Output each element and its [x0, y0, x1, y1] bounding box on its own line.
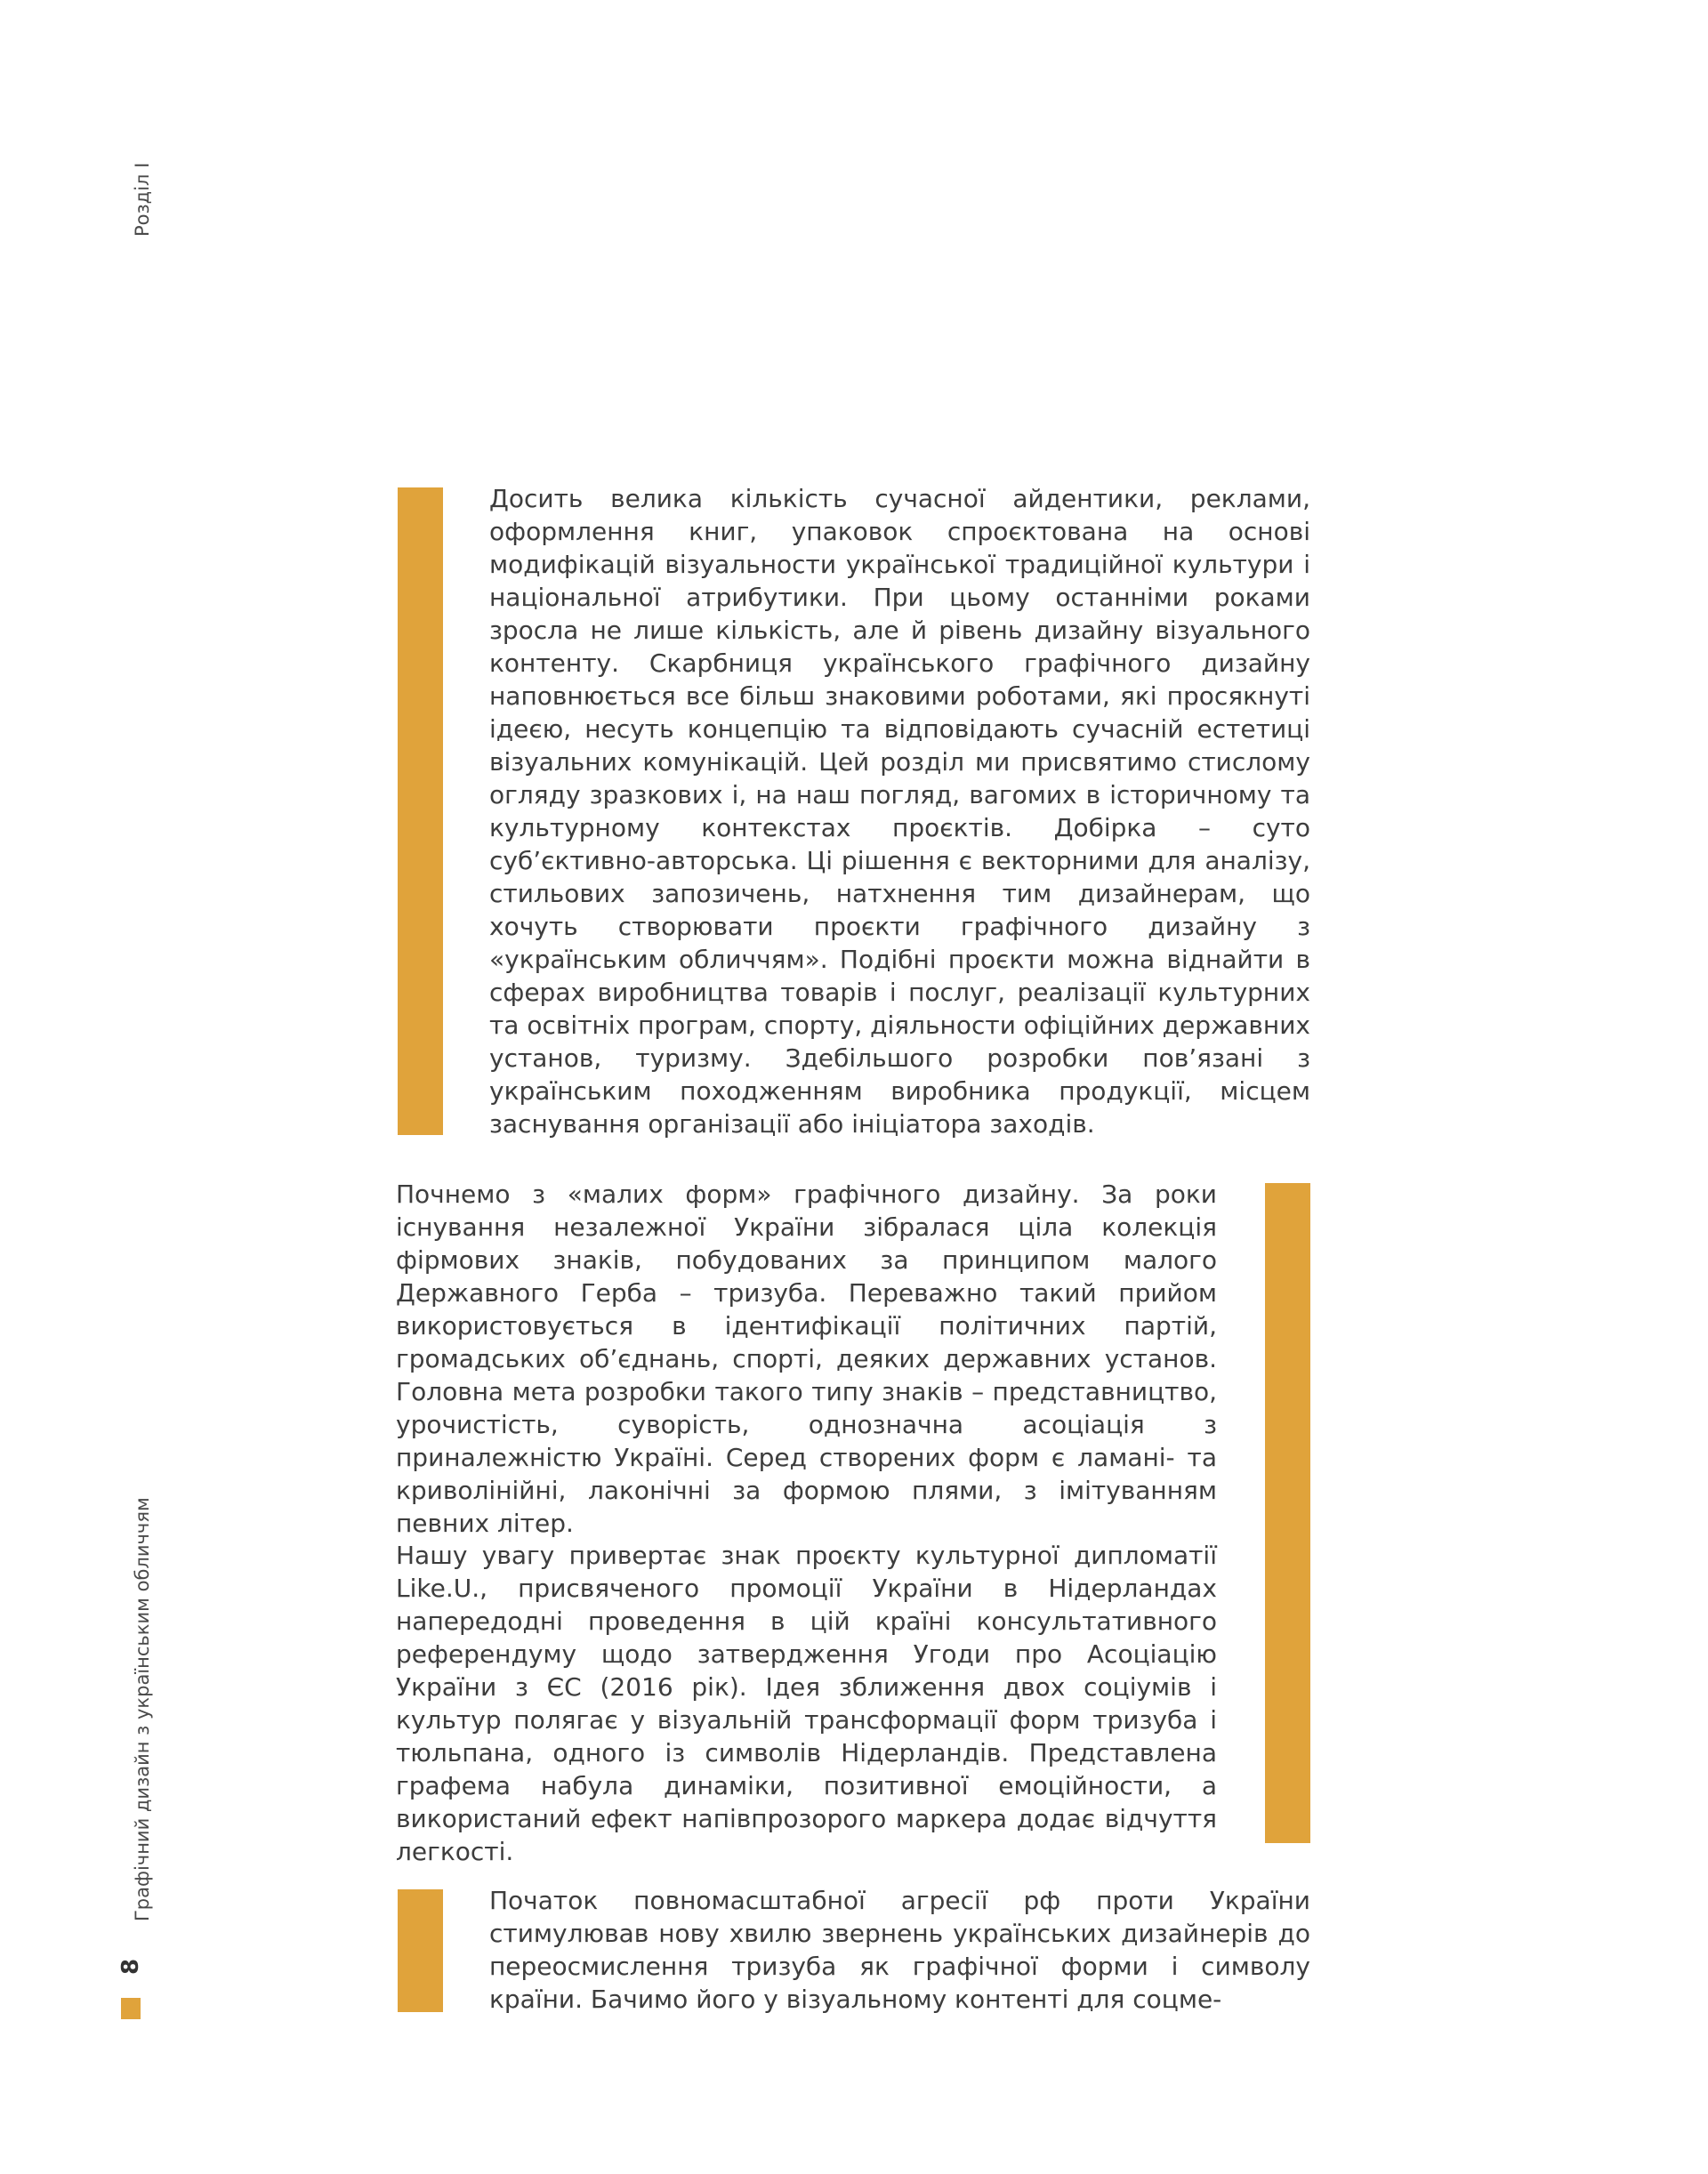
book-title: Графічний дизайн з українським обличчям — [132, 1497, 153, 1921]
paragraph-aggression: Початок повномасштабної агресії рф проти України стимулював нову хвилю звернень українських дизайнерів до переосмислення тризуба як графічної форми і символу країни. Бачимо його у візуальному контенті для соцме- — [489, 1886, 1310, 2014]
page-number: 8 — [117, 1958, 144, 1975]
page-marker — [121, 1998, 141, 2019]
accent-bar-left-top — [398, 487, 443, 1135]
paragraph-small-forms: Почнемо з «малих форм» графічного дизайну. За роки існування незалежної України зібралася ціла колекція фірмових знаків, побудованих за принципом малого Державного Герба – тризуба. Переважно такий прийом використовується в ідентифікації політичних партій, громадських об’єднань, спорті, деяких державних установ. Головна мета розробки такого типу знаків – представництво, урочистість, суворість, однозначна асоціація з приналежністю Україні. Серед створених форм є ламані- та криволінійні, лаконічні за формою плями, з імітуванням певних літер. — [396, 1180, 1217, 1538]
accent-bar-left-bottom — [398, 1889, 443, 2012]
section-label: Розділ I — [132, 162, 153, 237]
accent-bar-right — [1265, 1183, 1310, 1843]
paragraph-intro: Досить велика кількість сучасної айдентики, реклами, оформлення книг, упаковок спроєктована на основі модифікацій візуальности української традиційної культури і національної атрибутики. При цьому останніми роками зросла не лише кількість, але й рівень дизайну візуального контенту. Скарбниця українського графічного дизайну наповнюється все більш знаковими роботами, які просякнуті ідеєю, несуть концепцію та відповідають сучасній естетиці візуальних комунікацій. Цей розділ ми присвятимо стислому огляду зразкових і, на наш погляд, вагомих в історичному та культурному контекстах проєктів. Добірка – суто суб’єктивно-авторська. Ці рішення є векторними для аналізу, стильових запозичень, натхнення тим дизайнерам, що хочуть створювати проєкти графічного дизайну з «українським обличчям». Подібні проєкти можна віднайти в сферах виробництва товарів і послуг, реалізації культурних та освітніх програм, спорту, діяльности офіційних державних установ, туризму. Здебільшого розробки пов’язані з українським походженням виробника продукції, місцем заснування організації або ініціатора заходів. — [489, 484, 1310, 1139]
paragraph-like-u: Нашу увагу привертає знак проєкту культурної дипломатії Like.U., присвяченого промоції України в Нідерландах напередодні проведення в цій країні консультативного референдуму щодо затвердження Угоди про Асоціацію України з ЄС (2016 рік). Ідея зближення двох соціумів і культур полягає у візуальній трансформації форм тризуба і тюльпана, одного із символів Нідерландів. Представлена графема набула динаміки, позитивної емоційности, а використаний ефект напівпрозорого маркера додає відчуття легкості. — [396, 1541, 1217, 1866]
